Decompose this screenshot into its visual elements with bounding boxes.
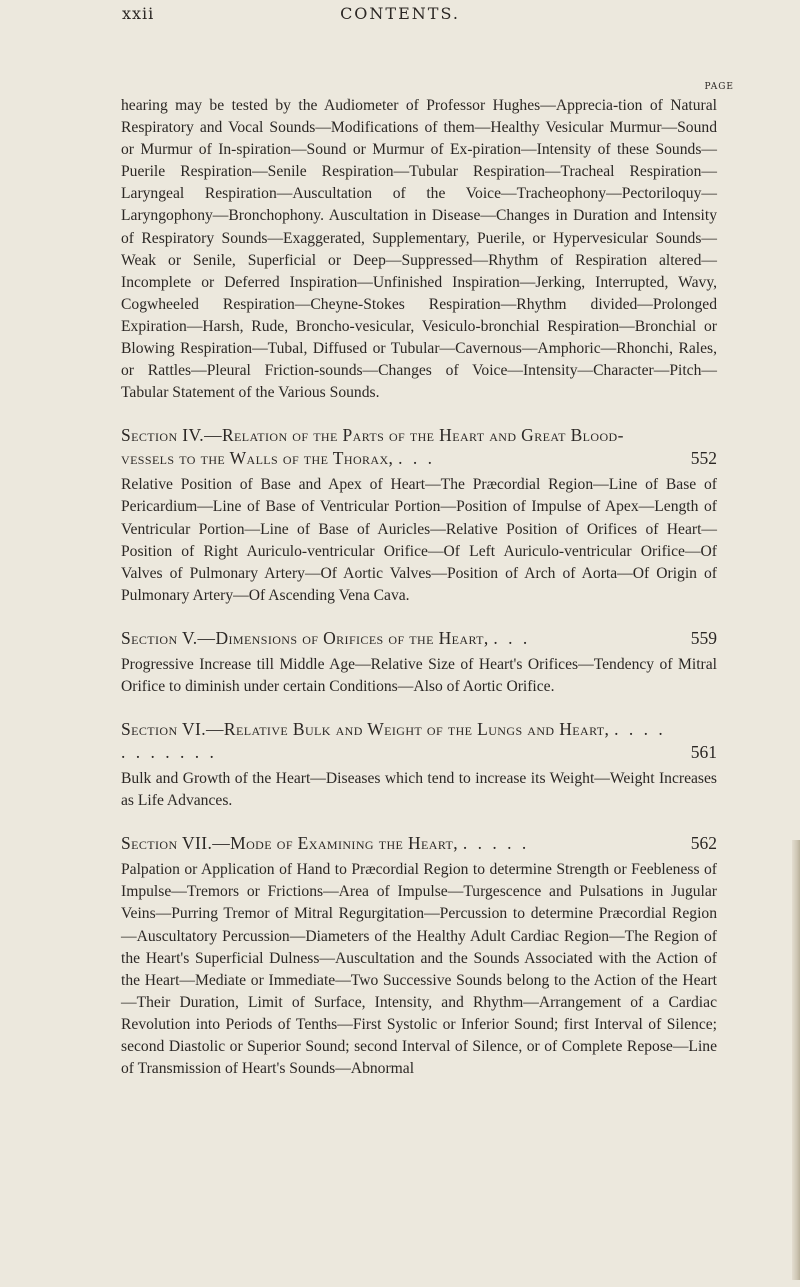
page-edge-shadow (792, 840, 800, 1280)
section-heading (121, 832, 717, 855)
section-heading (121, 627, 717, 650)
section-page-number: 559 (690, 627, 717, 648)
section-title: Section V.—Dimensions of Orifices of the Heart, (121, 627, 489, 648)
section-page-number: 562 (690, 833, 717, 854)
section-title: Section IV.—Relation of the Parts of the Heart and Great Blood-vessels to the Walls of the Thorax, (121, 425, 624, 469)
section-vi (121, 718, 717, 812)
page-number: xxii (122, 4, 155, 23)
section-heading (121, 424, 717, 470)
intro-paragraph: hearing may be tested by the Audiometer of Professor Hughes—Apprecia-tion of Natural Respiratory and Vocal Sounds—Modifications of them—Healthy Vesicular Murmur—Sound or Murmur of In-spiration—Sound or Murmur of Ex-piration—Intensity of these Sounds—Puerile Respiration—Senile Respiration—Tubular Respiration—Tracheal Respiration—Laryngeal Respiration—Auscultation of the Voice—Tracheophony—Pectoriloquy—Laryngophony—Bronchophony. Auscultation in Disease—Changes in Duration and Intensity of Respiratory Sounds—Exaggerated, Supplementary, Puerile, or Hypervesicular Sounds—Weak or Senile, Superficial or Deep—Suppressed—Rhythm of Respiration altered—Incomplete or Deferred Inspiration—Unfinished Inspiration—Jerking, Interrupted, Wavy, Cogwheeled Respiration—Cheyne-Stokes Respiration—Rhythm divided—Prolonged Expiration—Harsh, Rude, Broncho-vesicular, Vesiculo-bronchial Respiration—Bronchial or Blowing Respiration—Tubal, Diffused or Tubular—Cavernous—Amphoric—Rhonchi, Rales, or Rattles—Pleural Friction-sounds—Changes of Voice—Intensity—Character—Pitch—Tabular Statement of the Various Sounds. (121, 97, 717, 402)
running-head: CONTENTS. (340, 4, 460, 23)
section-v (121, 627, 717, 698)
page-column-label: PAGE (704, 82, 734, 92)
contents-body (121, 95, 717, 1080)
page-header (0, 4, 800, 28)
section-summary: Palpation or Application of Hand to Præcordial Region to determine Strength or Feebleness of Impulse—Tremors or Frictions—Area of Impulse—Turgescence and Pulsations in Jugular Veins—Purring Tremor of Mitral Regurgitation—Percussion to determine Præcordial Region—Auscultatory Percussion—Diameters of the Healthy Adult Cardiac Region—The Region of the Heart's Superficial Dulness—Auscultation and the Sounds Associated with the Action of the Heart—Mediate or Immediate—Two Successive Sounds belong to the Action of the Heart—Their Duration, Limit of Surface, Intensity, and Rhythm—Arrangement of a Cardiac Revolution into Periods of Tenths—First Systolic or Inferior Sound; first Interval of Silence; second Diastolic or Superior Sound; second Interval of Silence, or of Complete Repose—Line of Transmission of Heart's Sounds—Abnormal (121, 861, 717, 1078)
section-summary: Bulk and Growth of the Heart—Diseases which tend to increase its Weight—Weight Increases as Life Advances. (121, 770, 717, 810)
section-page-number: 561 (690, 742, 717, 763)
section-vii (121, 832, 717, 1080)
section-summary: Progressive Increase till Middle Age—Relative Size of Heart's Orifices—Tendency of Mitral Orifice to diminish under certain Conditions—Also of Aortic Orifice. (121, 655, 717, 695)
dot-leader: . . . . . . . . . . . (121, 719, 666, 763)
section-iv (121, 424, 717, 607)
section-title: Section VII.—Mode of Examining the Heart, (121, 833, 459, 854)
dot-leader: . . . . . (462, 833, 530, 854)
dot-leader: . . . (493, 627, 531, 648)
section-page-number: 552 (690, 448, 717, 469)
section-summary: Relative Position of Base and Apex of Heart—The Præcordial Region—Line of Base of Pericardium—Line of Base of Ventricular Portion—Position of Impulse of Apex—Length of Ventricular Portion—Line of Base of Auricles—Relative Position of Orifices of Heart—Position of Right Auriculo-ventricular Orifice—Of Left Auriculo-ventricular Orifice—Of Valves of Pulmonary Artery—Of Aortic Valves—Position of Arch of Aorta—Of Origin of Pulmonary Artery—Of Ascending Vena Cava. (121, 476, 717, 604)
section-title: Section VI.—Relative Bulk and Weight of the Lungs and Heart, (121, 719, 610, 740)
dot-leader: . . . (398, 448, 435, 469)
section-heading (121, 718, 717, 764)
